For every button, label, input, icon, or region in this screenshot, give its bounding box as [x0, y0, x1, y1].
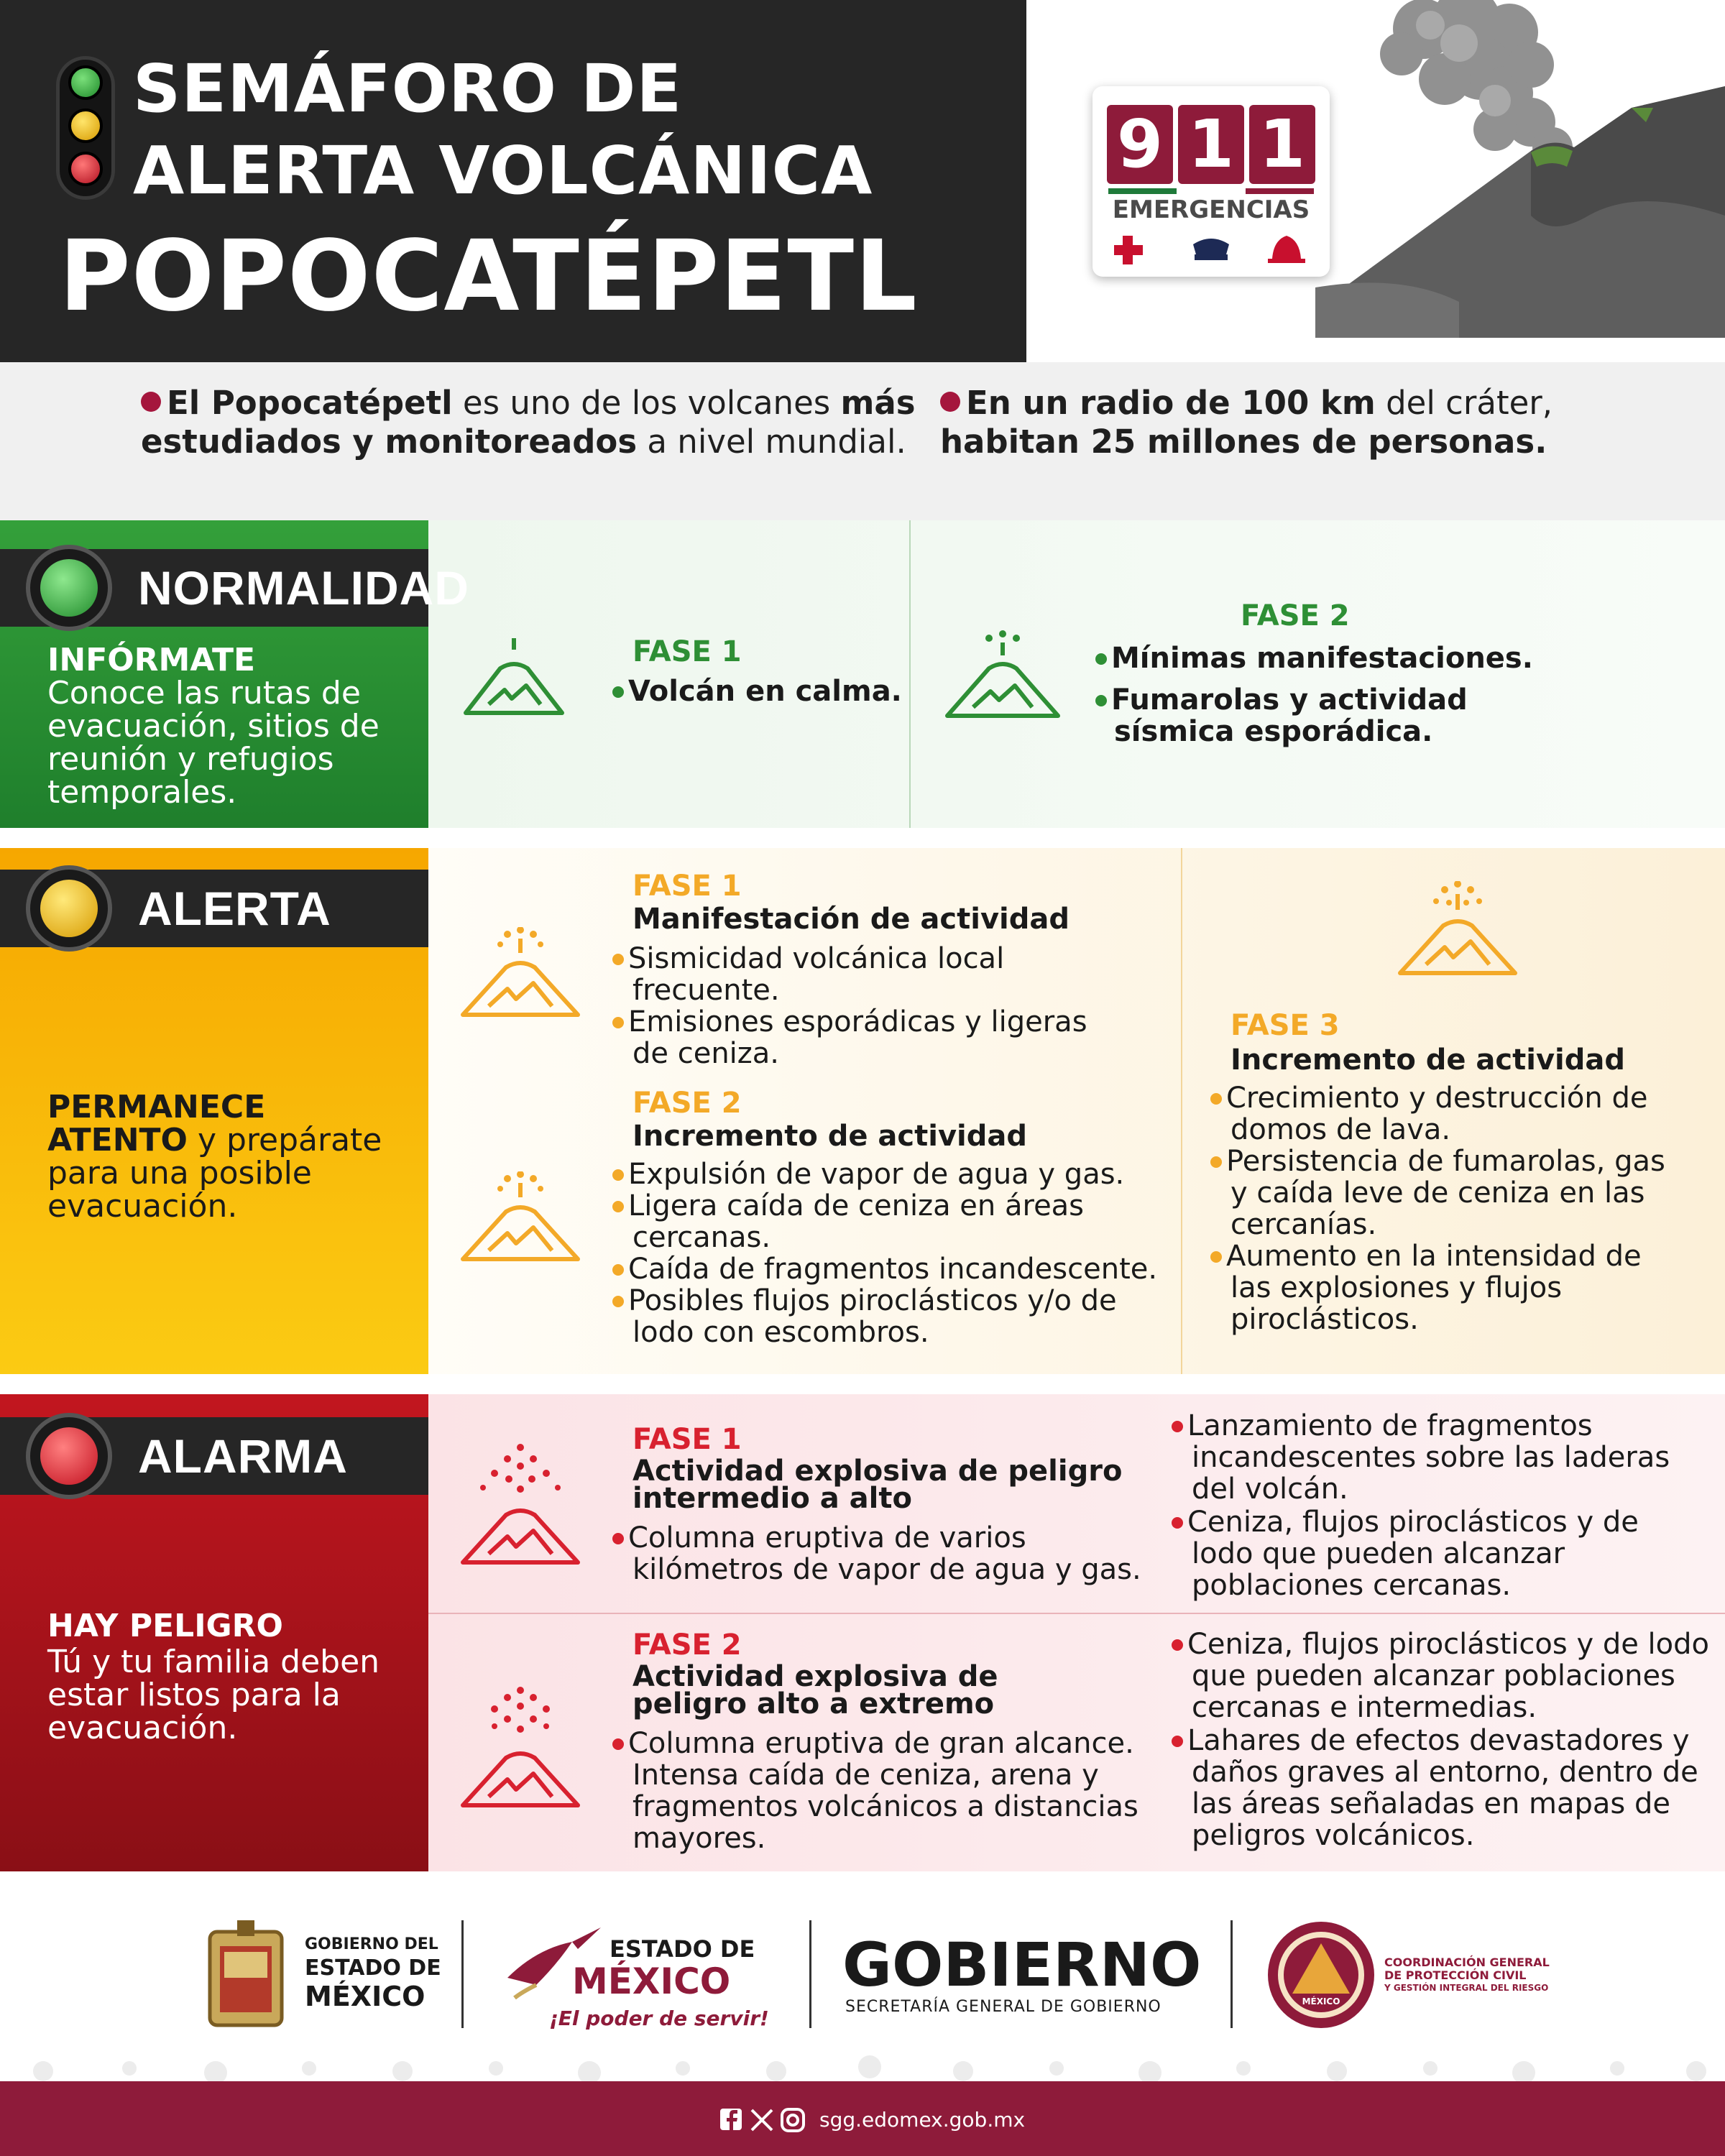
- volcano-icon: [457, 927, 584, 1021]
- normalidad-fase2-bullet-2: Fumarolas y actividad sísmica esporádica.: [1095, 684, 1498, 747]
- alerta-fase1-bullet-2: Emisiones esporádicas y ligeras de ceniza.: [612, 1006, 1130, 1069]
- title-line-1: SEMÁFORO DE: [133, 50, 683, 127]
- intro-right-text: En un radio de 100 km del cráter, habitan 25 millones de personas.: [940, 384, 1553, 461]
- alarma-fase1-bullet-1: Columna eruptiva de varios kilómetros de vapor de agua y gas.: [612, 1522, 1159, 1585]
- estado-de-line: ESTADO DE: [610, 1935, 755, 1963]
- alerta-fase2-title: FASE 2: [632, 1087, 742, 1120]
- alarma-fase1-side-bullet-1: Lanzamiento de fragmentos incandescentes sobre las laderas del volcán.: [1172, 1410, 1689, 1505]
- volcano-icon: [942, 630, 1064, 722]
- red-light-icon: [26, 1413, 112, 1499]
- separator: [461, 1920, 464, 2028]
- website-link[interactable]: sgg.edomex.gob.mx: [819, 2108, 1026, 2132]
- separator: [1230, 1920, 1233, 2028]
- alerta-fase2-bullet-3: Caída de fragmentos incandescente.: [612, 1253, 1173, 1285]
- x-icon: [752, 2110, 772, 2130]
- alerta-fase2-subtitle: Incremento de actividad: [632, 1120, 1028, 1153]
- gob-edomex-line1: GOBIERNO DEL: [305, 1935, 438, 1953]
- gob-edomex-line2: ESTADO DE: [305, 1955, 441, 1981]
- proteccion-civil-seal-icon: [1265, 1919, 1377, 2031]
- alerta-fase2-bullet-1: Expulsión de vapor de agua y gas.: [612, 1158, 1159, 1190]
- normalidad-fase2-title: FASE 2: [1241, 599, 1350, 632]
- alarma-fase2-subtitle: Actividad explosiva de peligro alto a extremo: [632, 1660, 998, 1720]
- title-line-3: POPOCATÉPETL: [59, 220, 918, 333]
- separator: [809, 1920, 811, 2028]
- instagram-icon: [782, 2109, 804, 2131]
- facebook-icon: [720, 2109, 742, 2130]
- volcano-icon: [457, 1171, 584, 1265]
- slogan: ¡El poder de servir!: [549, 2007, 769, 2030]
- divider: [1181, 848, 1182, 1374]
- bullet-dot: [141, 392, 161, 412]
- digit-1b: 1: [1249, 105, 1315, 184]
- alerta-fase2-bullet-4: Posibles flujos piroclásticos y/o de lodo con escombros.: [612, 1285, 1144, 1348]
- pc-line2: DE PROTECCIÓN CIVIL: [1384, 1968, 1527, 1982]
- alarma-fase2-title: FASE 2: [632, 1628, 742, 1662]
- police-cap-icon: [1193, 239, 1229, 254]
- alerta-fase3-title: FASE 3: [1230, 1009, 1340, 1042]
- gobierno-wordmark: GOBIERNO: [842, 1930, 1202, 2000]
- alarma-label: ALARMA: [138, 1429, 348, 1483]
- social-icons: [719, 2106, 812, 2134]
- state-coat-of-arms-icon: [203, 1917, 289, 2032]
- pc-line1: COORDINACIÓN GENERAL: [1384, 1955, 1550, 1969]
- intro-left-text: El Popocatépetl es uno de los volcanes más estudiados y monitoreados a nivel mundial.: [141, 384, 916, 461]
- normalidad-label: NORMALIDAD: [138, 561, 469, 614]
- alerta-fase1-title: FASE 1: [632, 870, 742, 903]
- flag-stripe: [1108, 188, 1314, 194]
- firefighter-helmet-icon: [1272, 236, 1301, 259]
- alarma-fase1-title: FASE 1: [632, 1423, 742, 1456]
- pc-line3: Y GESTIÓN INTEGRAL DEL RIESGO: [1384, 1983, 1549, 1993]
- emergency-911-card: [1092, 86, 1330, 277]
- digit-9: 9: [1107, 105, 1173, 184]
- normalidad-fase1-title: FASE 1: [632, 635, 742, 668]
- alarma-fase2-bullet-1: Columna eruptiva de gran alcance. Intensa caída de ceniza, arena y fragmentos volcánicos a distancias mayores.: [612, 1728, 1159, 1854]
- emergency-services-icons: [1114, 230, 1308, 266]
- digit-1: 1: [1178, 105, 1244, 184]
- yellow-light-icon: [26, 865, 112, 952]
- volcano-illustration: [1315, 0, 1725, 338]
- green-light-icon: [26, 545, 112, 631]
- normalidad-advice-title: INFÓRMATE: [47, 642, 256, 678]
- traffic-light-icon: [56, 56, 115, 200]
- alerta-fase3-bullet-2: Persistencia de fumarolas, gas y caída leve de ceniza en las cercanías.: [1210, 1146, 1670, 1240]
- alerta-fase2-bullet-2: Ligera caída de ceniza en áreas cercanas.: [612, 1190, 1130, 1253]
- alarma-fase2-side-bullet-2: Lahares de efectos devastadores y daños graves al entorno, dentro de las áreas señaladas en mapas de peligros volcánicos.: [1172, 1725, 1703, 1851]
- alerta-fase1-subtitle: Manifestación de actividad: [632, 903, 1070, 936]
- alerta-fase3-bullet-3: Aumento en la intensidad de las explosiones y flujos piroclásticos.: [1210, 1240, 1670, 1335]
- gob-edomex-line3: MÉXICO: [305, 1981, 426, 2012]
- divider: [909, 520, 911, 828]
- decorative-pattern: [0, 2054, 1725, 2083]
- alerta-fase3-bullet-1: Crecimiento y destrucción de domos de lava.: [1210, 1082, 1670, 1146]
- emergencias-label: EMERGENCIAS: [1112, 195, 1310, 224]
- volcano-icon: [457, 1685, 584, 1811]
- divider: [428, 1613, 1725, 1614]
- alerta-fase1-bullet-1: Sismicidad volcánica local frecuente.: [612, 943, 1130, 1006]
- volcano-icon: [460, 632, 568, 719]
- bullet-dot: [940, 392, 960, 412]
- volcano-icon: [1394, 881, 1521, 979]
- alerta-advice: PERMANECE ATENTO y prepárate para una posible evacuación.: [47, 1089, 382, 1225]
- alarma-fase2-side-bullet-1: Ceniza, flujos piroclásticos y de lodo que pueden alcanzar poblaciones cercanas e intermedias.: [1172, 1628, 1718, 1723]
- alarma-advice-text: Tú y tu familia deben estar listos para la evacuación.: [47, 1644, 380, 1746]
- alarma-fase1-subtitle: Actividad explosiva de peligro intermedio a alto: [632, 1455, 1123, 1515]
- alarma-advice-title: HAY PELIGRO: [47, 1608, 283, 1644]
- normalidad-fase1-bullet: Volcán en calma.: [612, 676, 902, 707]
- mexico-line: MÉXICO: [572, 1961, 731, 2002]
- secretaria-line: SECRETARÍA GENERAL DE GOBIERNO: [845, 1998, 1162, 2016]
- title-line-2: ALERTA VOLCÁNICA: [133, 132, 873, 209]
- seal-text: MÉXICO: [1302, 1996, 1340, 2007]
- normalidad-fase2-bullet-1: Mínimas manifestaciones.: [1095, 642, 1685, 674]
- normalidad-advice-text: Conoce las rutas de evacuación, sitios de reunión y refugios temporales.: [47, 675, 380, 811]
- alarma-fase1-side-bullet-2: Ceniza, flujos piroclásticos y de lodo que pueden alcanzar poblaciones cercanas.: [1172, 1506, 1689, 1601]
- alerta-label: ALERTA: [138, 882, 331, 935]
- alerta-fase3-subtitle: Incremento de actividad: [1230, 1044, 1626, 1077]
- volcano-icon: [457, 1442, 584, 1568]
